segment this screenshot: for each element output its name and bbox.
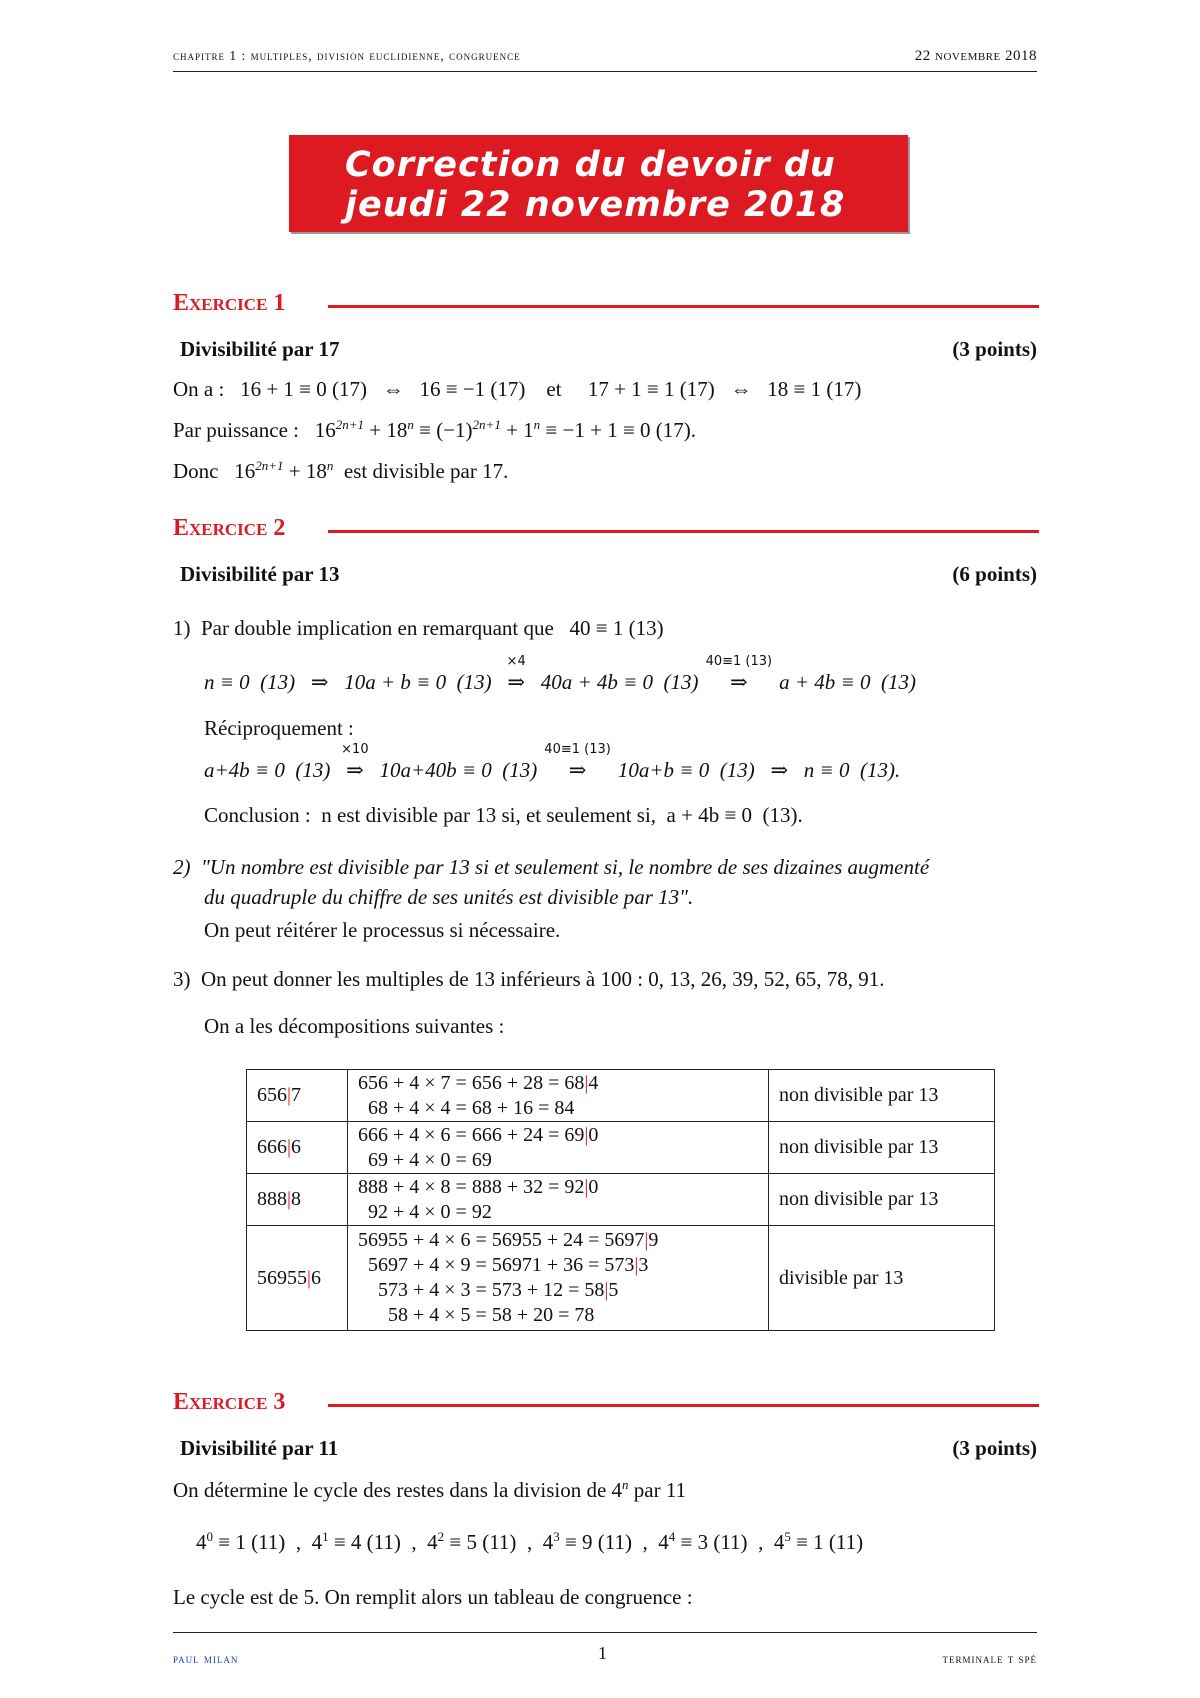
number: 656 <box>257 1084 287 1106</box>
footer-rule <box>173 1632 1037 1633</box>
separator-bar: | <box>287 1084 292 1106</box>
separator-bar: | <box>584 1071 589 1094</box>
ex3-l1-c: par 11 <box>628 1478 687 1502</box>
separator-bar: | <box>307 1266 312 1289</box>
ex2-q1-l2-c: 10a+b ≡ 0 (13) ⇒ n ≡ 0 (13). <box>617 758 901 782</box>
step-line <box>358 1148 758 1173</box>
separator-bar: | <box>287 1136 292 1158</box>
implies-40mod13-2: 40≡1 (13) ⇒ <box>544 742 611 782</box>
step-line <box>358 1096 758 1121</box>
exercise-1-title <box>173 290 285 317</box>
table-row <box>247 1226 995 1331</box>
exercise-2-rule <box>328 530 1039 533</box>
power-exponent: 2 <box>437 1529 445 1544</box>
separator-bar: | <box>634 1254 639 1276</box>
ex1-l2-e: ≡ (−1) <box>413 418 473 442</box>
footer-author: paul milan <box>173 1651 239 1666</box>
ex2-q1-l1-a: n ≡ 0 (13) ⇒ 10a + b ≡ 0 (13) <box>204 670 492 694</box>
power-congruence: ≡ 5 (11) <box>444 1530 517 1554</box>
ex2-q2-line1 <box>173 855 929 880</box>
table-number-cell <box>247 1122 348 1174</box>
ex2-reciproque: Réciproquement : <box>204 716 354 740</box>
ex2-conclusion: Conclusion : n est divisible par 13 si, et seulement si, a + 4b ≡ 0 (13). <box>204 803 803 827</box>
ex1-l2-a: Par puissance : 16 <box>173 418 336 442</box>
step-text: 92 + 4 × 0 = 92 <box>358 1200 492 1223</box>
exercise-2-subtitle: Divisibilité par 13 <box>180 562 340 586</box>
table-result-cell <box>769 1226 995 1331</box>
power-congruence: ≡ 1 (11) <box>790 1530 864 1554</box>
last-digit: 8 <box>291 1188 302 1210</box>
step-text: 5697 + 4 × 9 = 56971 + 36 = 573 <box>358 1254 635 1276</box>
ex1-l3-c: + 18 <box>283 459 327 483</box>
comma: , <box>747 1530 774 1554</box>
title-box <box>289 135 908 232</box>
table-number-cell <box>247 1226 348 1331</box>
decomposition-table <box>246 1069 995 1331</box>
step-text: 58 + 4 × 5 = 58 + 20 = 78 <box>358 1304 595 1326</box>
table-number-cell <box>247 1174 348 1226</box>
power-exponent: 4 <box>668 1529 676 1544</box>
op-times4: ×4 <box>506 654 526 669</box>
power-exponent: 0 <box>206 1529 213 1544</box>
step-text: 888 + 4 × 8 = 888 + 32 = 92 <box>358 1175 585 1198</box>
step-digit: 0 <box>588 1175 599 1198</box>
power-exponent: 3 <box>553 1529 560 1544</box>
step-line <box>358 1278 758 1303</box>
result-text: non divisible par 13 <box>779 1136 939 1158</box>
implies-40mod13: 40≡1 (13) ⇒ <box>705 654 773 694</box>
step-line <box>358 1175 758 1200</box>
table-result-cell <box>769 1122 995 1174</box>
step-line <box>358 1071 758 1096</box>
ex2-q1-l1-c: a + 4b ≡ 0 (13) <box>779 670 916 694</box>
comma: , <box>285 1530 312 1554</box>
ex1-l2-exp3: 2n+1 <box>472 417 501 432</box>
table-row <box>247 1174 995 1226</box>
power-exponent: 1 <box>322 1529 329 1544</box>
step-text: 656 + 4 × 7 = 656 + 28 = 68 <box>358 1071 585 1094</box>
ex2-q3-line1: 3) On peut donner les multiples de 13 inférieurs à 100 : 0, 13, 26, 39, 52, 65, 78, 91. <box>173 967 885 991</box>
step-line <box>358 1200 758 1225</box>
title-line-1: Correction du devoir du <box>345 145 836 185</box>
ex2-q1-l1-b: 40a + 4b ≡ 0 (13) <box>540 670 699 694</box>
power-base: 4 <box>311 1530 323 1554</box>
separator-bar: | <box>644 1229 649 1251</box>
ex1-line-1: On a : 16 + 1 ≡ 0 (17) ⇔ 16 ≡ −1 (17) et 17 + 1 ≡ 1 (17) ⇔ 18 ≡ 1 (17) <box>173 377 862 401</box>
comma: , <box>516 1530 543 1554</box>
ex3-l1-a: On détermine le cycle des restes dans la division de 4 <box>173 1478 623 1502</box>
ex1-l2-c: + 18 <box>364 418 408 442</box>
step-line <box>358 1303 758 1328</box>
table-steps-cell <box>348 1122 769 1174</box>
result-text: divisible par 13 <box>779 1266 904 1289</box>
step-text: 68 + 4 × 4 = 68 + 16 = 84 <box>358 1096 575 1119</box>
step-digit: 5 <box>608 1279 619 1301</box>
power-congruence: ≡ 3 (11) <box>675 1530 748 1554</box>
exercise-1-rule <box>328 305 1039 308</box>
table-result-cell <box>769 1070 995 1122</box>
step-line <box>358 1123 758 1148</box>
step-line <box>358 1228 758 1253</box>
ex1-l2-exp4: n <box>533 417 541 432</box>
number: 56955 <box>257 1266 307 1289</box>
ex3-line3: Le cycle est de 5. On remplit alors un tableau de congruence : <box>173 1585 693 1609</box>
footer-level: terminale t spé <box>942 1651 1037 1666</box>
ex2-q1-l2-a: a+4b ≡ 0 (13) <box>204 758 331 782</box>
result-text: non divisible par 13 <box>779 1188 939 1210</box>
step-text: 666 + 4 × 6 = 666 + 24 = 69 <box>358 1123 585 1146</box>
exercise-3-subtitle: Divisibilité par 11 <box>180 1436 339 1460</box>
ex2-q1: 1) Par double implication en remarquant que 40 ≡ 1 (13) <box>173 616 664 640</box>
last-digit: 6 <box>311 1266 322 1289</box>
step-text: 69 + 4 × 0 = 69 <box>358 1148 492 1171</box>
step-digit: 4 <box>588 1071 599 1094</box>
ex1-l2-g: + 1 <box>500 418 534 442</box>
date-text: 22 novembre 2018 <box>914 48 1037 64</box>
step-digit: 0 <box>588 1123 599 1146</box>
number: 888 <box>257 1188 287 1210</box>
comma: , <box>632 1530 659 1554</box>
table-steps-cell <box>348 1226 769 1331</box>
comma: , <box>400 1530 428 1554</box>
table-row <box>247 1070 995 1122</box>
ex1-l2-exp1: 2n+1 <box>335 417 365 432</box>
ex2-q1-line1 <box>204 654 916 695</box>
last-digit: 7 <box>291 1084 302 1106</box>
power-exponent: 5 <box>784 1529 791 1544</box>
ex2-q1-l2-b: 10a+40b ≡ 0 (13) <box>379 758 538 782</box>
footer-page-number: 1 <box>598 1643 607 1663</box>
step-text: 573 + 4 × 3 = 573 + 12 = 58 <box>358 1279 605 1301</box>
table-result-cell <box>769 1174 995 1226</box>
ex1-l3-exp1: 2n+1 <box>255 458 284 473</box>
number: 666 <box>257 1136 287 1158</box>
power-base: 4 <box>773 1530 785 1554</box>
ex3-cycle-line <box>196 1530 863 1555</box>
exercise-3-label: Exercice 3 <box>173 1389 286 1415</box>
power-congruence: ≡ 1 (11) <box>213 1530 286 1554</box>
power-base: 4 <box>658 1530 669 1554</box>
ex1-l2-exp2: n <box>407 417 414 432</box>
ex1-line-3 <box>173 459 508 484</box>
last-digit: 6 <box>291 1136 302 1158</box>
separator-bar: | <box>584 1175 589 1198</box>
chapter-header: chapitre 1 : multiples, division euclidienne, congruence <box>173 48 521 63</box>
separator-bar: | <box>287 1188 292 1210</box>
step-text: 56955 + 4 × 6 = 56955 + 24 = 5697 <box>358 1229 645 1251</box>
ex1-l3-a: Donc 16 <box>173 459 256 483</box>
ex2-q2-line2 <box>204 885 693 910</box>
exercise-2-label: Exercice 2 <box>173 515 286 541</box>
power-base: 4 <box>196 1530 207 1554</box>
table-number-cell <box>247 1070 348 1122</box>
result-text: non divisible par 13 <box>779 1084 939 1106</box>
ex1-line-2 <box>173 418 696 443</box>
ex2-q2-l2-text: du quadruple du chiffre de ses unités est divisible par 13". <box>204 885 694 909</box>
ex3-line1 <box>173 1478 686 1503</box>
exercise-2-title <box>173 515 285 542</box>
exercise-1-subtitle: Divisibilité par 17 <box>180 337 340 361</box>
ex3-l1-exp: n <box>622 1477 629 1492</box>
implies-times4: ×4 ⇒ <box>506 654 526 694</box>
ex2-q1-line2 <box>204 742 901 783</box>
title-line-2: jeudi 22 novembre 2018 <box>345 185 846 225</box>
date-header <box>915 44 1037 65</box>
ex2-q2-line3: On peut réitérer le processus si nécessaire. <box>204 918 561 942</box>
table-steps-cell <box>348 1174 769 1226</box>
separator-bar: | <box>604 1279 609 1301</box>
exercise-3-title <box>173 1389 285 1416</box>
op-40mod13-a: 40≡1 (13) <box>705 654 773 669</box>
implies-times10: ×10 ⇒ <box>341 742 369 782</box>
exercise-2-points: (6 points) <box>952 562 1037 586</box>
step-digit: 3 <box>638 1254 649 1276</box>
exercise-1-points: (3 points) <box>952 337 1037 361</box>
ex2-q3-line2: On a les décompositions suivantes : <box>204 1014 505 1038</box>
power-base: 4 <box>542 1530 554 1554</box>
ex1-l3-e: est divisible par 17. <box>333 459 509 483</box>
ex2-q2-l1-text: 2) "Un nombre est divisible par 13 si et seulement si, le nombre de ses dizaines augmenté <box>173 855 930 879</box>
ex1-l3-exp2: n <box>326 458 334 473</box>
op-times10: ×10 <box>341 742 369 757</box>
step-digit: 9 <box>648 1229 659 1251</box>
ex1-l2-i: ≡ −1 + 1 ≡ 0 (17). <box>540 418 697 442</box>
power-congruence: ≡ 9 (11) <box>559 1530 632 1554</box>
exercise-3-rule <box>328 1404 1039 1407</box>
exercise-1-label: Exercice 1 <box>173 290 286 316</box>
table-steps-cell <box>348 1070 769 1122</box>
header-rule <box>173 71 1037 72</box>
table-row <box>247 1122 995 1174</box>
power-congruence: ≡ 4 (11) <box>328 1530 401 1554</box>
power-base: 4 <box>427 1530 438 1554</box>
exercise-3-points: (3 points) <box>952 1436 1037 1460</box>
step-line <box>358 1253 758 1278</box>
op-40mod13-b: 40≡1 (13) <box>544 742 611 757</box>
separator-bar: | <box>584 1123 589 1146</box>
